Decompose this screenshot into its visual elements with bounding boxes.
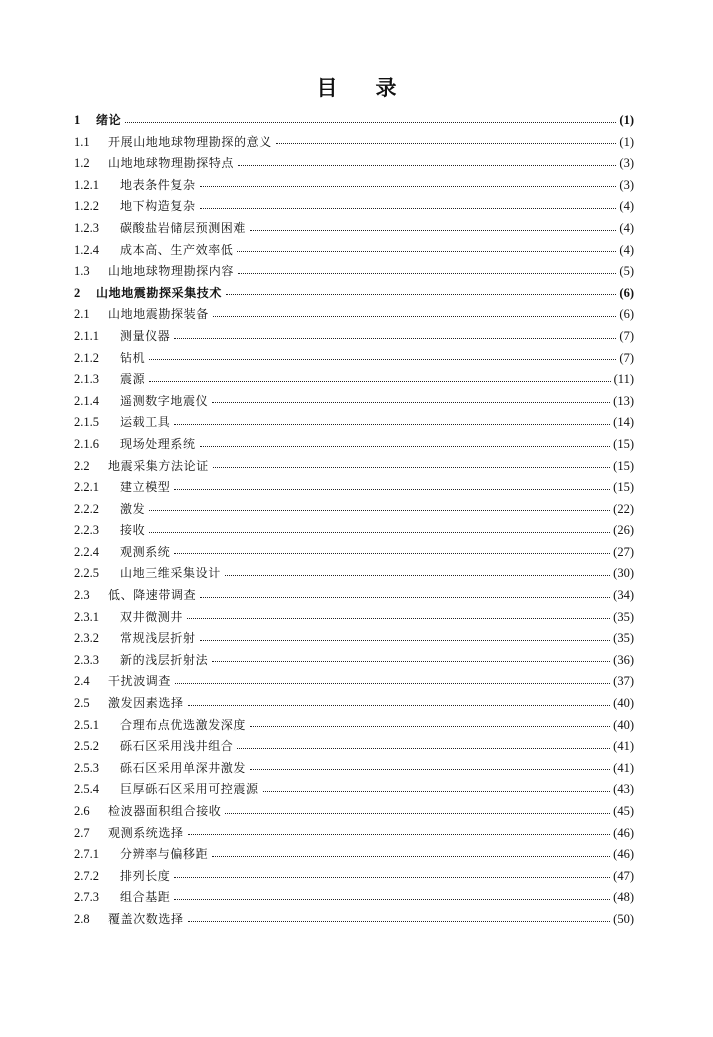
toc-entry-number: 2.3.3	[74, 652, 99, 667]
toc-entry-title: 碳酸盐岩储层预测困难	[120, 220, 247, 235]
toc-entry-title: 遥测数字地震仪	[120, 393, 209, 408]
toc-entry-title: 激发	[120, 501, 146, 516]
toc-entry-page: (35)	[613, 609, 634, 624]
toc-entry[interactable]	[74, 153, 634, 175]
dot-leader	[250, 768, 610, 770]
toc-entry-title: 山地地震勘探装备	[108, 307, 209, 322]
toc-entry[interactable]	[74, 671, 634, 693]
toc-entry-number: 2.2.3	[74, 523, 99, 538]
toc-entry-title: 接收	[120, 523, 146, 538]
toc-entry-page: (6)	[619, 307, 634, 322]
toc-entry-page: (46)	[613, 825, 634, 840]
toc-entry-page: (15)	[613, 436, 634, 451]
toc-entry-number: 2.5	[74, 696, 90, 711]
dot-leader	[250, 229, 616, 231]
toc-entry-number: 2.3	[74, 588, 90, 603]
toc-entry-page: (50)	[613, 911, 634, 926]
toc-entry-title: 钻机	[120, 350, 146, 365]
toc-entry-title: 运载工具	[120, 415, 171, 430]
dot-leader	[174, 552, 610, 554]
toc-entry-page: (13)	[613, 393, 634, 408]
toc-entry-number: 1.3	[74, 264, 90, 279]
dot-leader	[125, 121, 616, 123]
toc-entry[interactable]	[74, 650, 634, 672]
toc-entry-number: 1.2	[74, 156, 90, 171]
toc-entry-page: (14)	[613, 415, 634, 430]
toc-entry-title: 干扰波调查	[108, 674, 172, 689]
toc-entry-number: 2.2.5	[74, 566, 99, 581]
toc-entry-number: 2.7	[74, 825, 90, 840]
toc-entry-number: 2.3.1	[74, 609, 99, 624]
dot-leader	[187, 617, 610, 619]
dot-leader	[200, 185, 617, 187]
toc-entry-number: 2.5.4	[74, 782, 99, 797]
toc-entry-title: 组合基距	[120, 890, 171, 905]
toc-entry[interactable]	[74, 304, 634, 326]
dot-leader	[149, 380, 610, 382]
dot-leader	[188, 833, 611, 835]
toc-entry-number: 1.2.1	[74, 177, 99, 192]
dot-leader	[238, 272, 616, 274]
toc-entry-title: 排列长度	[120, 868, 171, 883]
toc-entry-page: (4)	[619, 199, 634, 214]
toc-entry[interactable]	[74, 823, 634, 845]
toc-entry[interactable]	[74, 175, 634, 197]
toc-entry-page: (48)	[613, 890, 634, 905]
dot-leader	[188, 920, 611, 922]
dot-leader	[225, 574, 610, 576]
toc-entry-page: (27)	[613, 544, 634, 559]
dot-leader	[237, 250, 616, 252]
toc-entry-number: 2.7.2	[74, 868, 99, 883]
toc-entry-title: 测量仪器	[120, 328, 171, 343]
toc-entry-number: 2.1.3	[74, 372, 99, 387]
toc-entry-number: 2	[74, 285, 81, 300]
dot-leader	[212, 401, 610, 403]
toc-entry-number: 1.2.3	[74, 220, 99, 235]
dot-leader	[212, 855, 610, 857]
toc-entry-title: 巨厚砾石区采用可控震源	[120, 782, 259, 797]
dot-leader	[200, 207, 617, 209]
dot-leader	[226, 293, 616, 295]
dot-leader	[212, 660, 610, 662]
toc-entry[interactable]	[74, 261, 634, 283]
toc-entry-page: (41)	[613, 760, 634, 775]
toc-entry-number: 1.2.4	[74, 242, 99, 257]
toc-entry-page: (4)	[619, 220, 634, 235]
toc-entry[interactable]	[74, 844, 634, 866]
toc-entry-page: (1)	[619, 113, 634, 127]
dot-leader	[200, 639, 611, 641]
toc-entry[interactable]	[74, 283, 634, 305]
dot-leader	[175, 682, 610, 684]
toc-entry[interactable]	[74, 736, 634, 758]
toc-entry[interactable]	[74, 240, 634, 262]
toc-entry-page: (1)	[619, 134, 634, 149]
toc-entry-page: (6)	[619, 285, 634, 300]
toc-entry-title: 常规浅层折射	[120, 631, 196, 646]
toc-entry-page: (40)	[613, 717, 634, 732]
toc-entry-page: (11)	[613, 372, 634, 387]
dot-leader	[200, 596, 610, 598]
toc-entry-page: (3)	[619, 156, 634, 171]
toc-entry-page: (45)	[613, 804, 634, 818]
dot-leader	[250, 725, 610, 727]
toc-entry-page: (15)	[613, 480, 634, 495]
toc-entry-number: 2.2.1	[74, 480, 99, 495]
toc-entry-number: 2.1.5	[74, 415, 99, 430]
toc-entry[interactable]	[74, 563, 634, 585]
toc-entry-title: 山地地球物理勘探特点	[108, 156, 235, 171]
toc-entry-title: 砾石区采用浅井组合	[120, 739, 234, 754]
dot-leader	[263, 790, 611, 792]
toc-entry-title: 绪论	[96, 113, 122, 127]
toc-entry[interactable]	[74, 715, 634, 737]
toc-entry-number: 2.1.6	[74, 436, 99, 451]
toc-entry[interactable]	[74, 218, 634, 240]
toc-entry[interactable]	[74, 196, 634, 218]
toc-entry-number: 2.2	[74, 458, 90, 473]
dot-leader	[149, 531, 610, 533]
page-title: 目录	[316, 76, 435, 100]
toc-entry[interactable]	[74, 369, 634, 391]
toc-entry-page: (43)	[613, 782, 634, 797]
toc-entry-title: 开展山地地球物理勘探的意义	[108, 134, 272, 149]
toc-entry-number: 2.7.3	[74, 890, 99, 905]
dot-leader	[149, 509, 610, 511]
toc-entry-title: 激发因素选择	[108, 696, 184, 711]
toc-entry-page: (22)	[613, 501, 634, 516]
toc-entry-page: (46)	[613, 847, 634, 862]
toc-entry-number: 2.1	[74, 307, 90, 322]
toc-entry-number: 2.3.2	[74, 631, 99, 646]
toc-entry-title: 检波器面积组合接收	[108, 804, 222, 818]
toc-entry-number: 2.7.1	[74, 847, 99, 862]
toc-entry-title: 合理布点优选激发深度	[120, 717, 247, 732]
toc-entry-page: (5)	[619, 264, 634, 279]
toc-entry-page: (26)	[613, 523, 634, 538]
toc-entry-title: 震源	[120, 372, 146, 387]
toc-entry-page: (36)	[613, 652, 634, 667]
toc-entry-number: 2.5.3	[74, 760, 99, 775]
toc-entry[interactable]	[74, 801, 634, 823]
toc-entry-number: 1.1	[74, 134, 90, 149]
toc-entry-page: (15)	[613, 458, 634, 473]
toc-entry-page: (30)	[613, 566, 634, 581]
dot-leader	[174, 337, 616, 339]
toc-entry[interactable]	[74, 866, 634, 888]
toc-entry[interactable]	[74, 477, 634, 499]
toc-entry-number: 2.2.4	[74, 544, 99, 559]
toc-entry-number: 2.8	[74, 911, 90, 926]
toc-entry-page: (7)	[619, 328, 634, 343]
toc-entry-title: 山地地震勘探采集技术	[96, 285, 223, 300]
dot-leader	[238, 164, 616, 166]
toc-entry-title: 地表条件复杂	[120, 177, 196, 192]
dot-leader	[213, 466, 610, 468]
dot-leader	[188, 704, 611, 706]
toc-entry-page: (37)	[613, 674, 634, 689]
toc-entry-number: 2.6	[74, 804, 90, 818]
toc-entry-number: 2.1.4	[74, 393, 99, 408]
toc-entry-number: 2.5.2	[74, 739, 99, 754]
toc-entry-title: 分辨率与偏移距	[120, 847, 209, 862]
toc-entry[interactable]	[74, 520, 634, 542]
toc-entry-page: (7)	[619, 350, 634, 365]
dot-leader	[237, 747, 610, 749]
toc-entry-title: 山地地球物理勘探内容	[108, 264, 235, 279]
toc-entry[interactable]	[74, 326, 634, 348]
toc-entry[interactable]	[74, 434, 634, 456]
toc-entry[interactable]	[74, 499, 634, 521]
dot-leader	[149, 358, 616, 360]
toc-entry-page: (35)	[613, 631, 634, 646]
table-of-contents	[74, 110, 634, 931]
toc-entry-title: 观测系统	[120, 544, 171, 559]
dot-leader	[276, 142, 617, 144]
toc-entry-title: 砾石区采用单深井激发	[120, 760, 247, 775]
toc-entry-title: 现场处理系统	[120, 436, 196, 451]
toc-entry-number: 2.1.2	[74, 350, 99, 365]
toc-entry-number: 2.2.2	[74, 501, 99, 516]
toc-entry-number: 2.4	[74, 674, 90, 689]
toc-entry[interactable]	[74, 887, 634, 909]
toc-entry-number: 1	[74, 113, 81, 127]
dot-leader	[225, 812, 610, 814]
toc-entry[interactable]	[74, 542, 634, 564]
toc-entry[interactable]	[74, 607, 634, 629]
toc-entry-title: 低、降速带调查	[108, 588, 197, 603]
toc-entry[interactable]	[74, 391, 634, 413]
toc-entry-page: (3)	[619, 177, 634, 192]
dot-leader	[200, 445, 611, 447]
toc-entry-title: 双井微测井	[120, 609, 184, 624]
toc-entry-title: 新的浅层折射法	[120, 652, 209, 667]
toc-entry-number: 2.5.1	[74, 717, 99, 732]
toc-entry[interactable]	[74, 348, 634, 370]
toc-entry[interactable]	[74, 758, 634, 780]
toc-entry-page: (4)	[619, 242, 634, 257]
dot-leader	[174, 488, 610, 490]
toc-entry[interactable]	[74, 110, 634, 132]
toc-entry[interactable]	[74, 779, 634, 801]
toc-entry-title: 观测系统选择	[108, 825, 184, 840]
toc-entry[interactable]	[74, 628, 634, 650]
toc-entry-page: (41)	[613, 739, 634, 754]
toc-entry-page: (47)	[613, 868, 634, 883]
dot-leader	[174, 898, 610, 900]
dot-leader	[213, 315, 617, 317]
toc-entry[interactable]	[74, 132, 634, 154]
toc-entry[interactable]	[74, 909, 634, 931]
toc-entry-page: (34)	[613, 588, 634, 603]
toc-entry-title: 山地三维采集设计	[120, 566, 221, 581]
toc-entry[interactable]	[74, 693, 634, 715]
toc-entry[interactable]	[74, 412, 634, 434]
toc-entry-title: 地震采集方法论证	[108, 458, 209, 473]
toc-entry-number: 2.1.1	[74, 328, 99, 343]
toc-entry-page: (40)	[613, 696, 634, 711]
toc-entry[interactable]	[74, 585, 634, 607]
dot-leader	[174, 876, 610, 878]
toc-entry[interactable]	[74, 456, 634, 478]
toc-entry-title: 成本高、生产效率低	[120, 242, 234, 257]
dot-leader	[174, 423, 610, 425]
toc-entry-title: 地下构造复杂	[120, 199, 196, 214]
toc-entry-number: 1.2.2	[74, 199, 99, 214]
toc-entry-title: 建立模型	[120, 480, 171, 495]
toc-entry-title: 覆盖次数选择	[108, 911, 184, 926]
